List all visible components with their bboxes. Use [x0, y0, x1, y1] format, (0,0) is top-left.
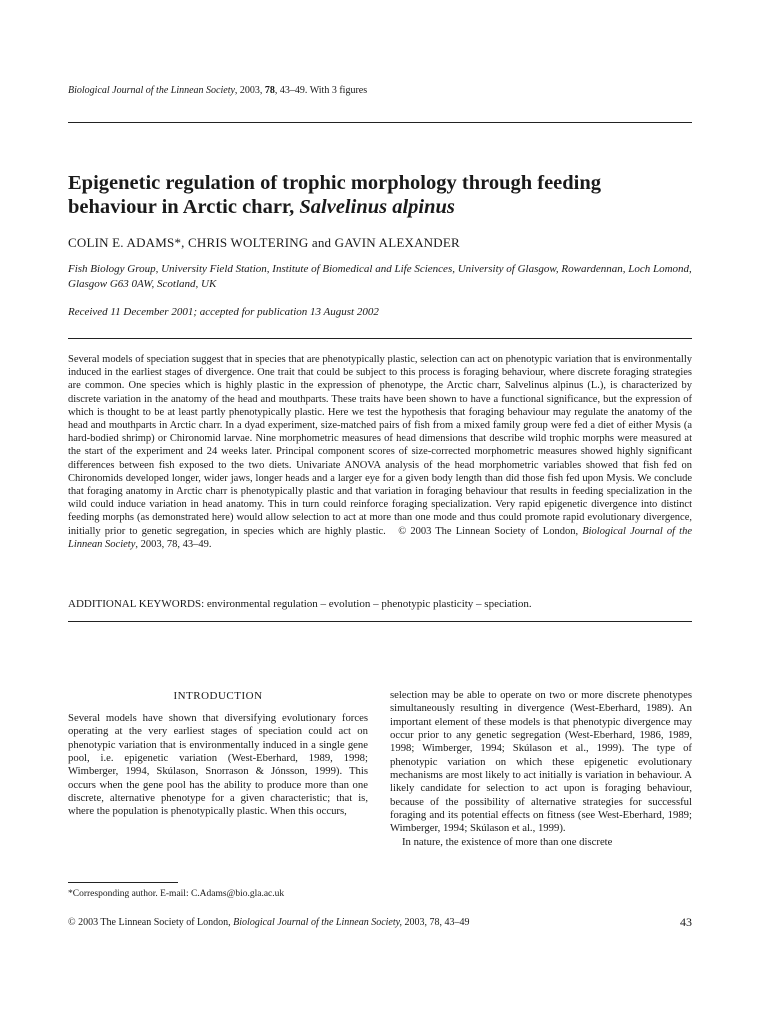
received-dates: Received 11 December 2001; accepted for publication 13 August 2002 [68, 306, 379, 318]
paragraph: Several models have shown that diversifying evolutionary forces operating at the very earliest stages of speciation could act on phenotypic variation that is environmentally induced in a single gene pool, i.e. epigenetic variation (West-Eberhard, 1989, 1998; Wimberger, 1994, Skúlason, Snorrason & Jónsson, 1999). This occurs when the gene pool has the ability to produce more than one discrete, alternative phenotype for a given characteristic; that is, where the population is phenotypically plastic. When this occurs, [68, 712, 368, 818]
keywords-label: ADDITIONAL KEYWORDS: [68, 598, 205, 610]
affiliation: Fish Biology Group, University Field Station, Institute of Biomedical and Life Sciences, University of Glasgow, Rowardennan, Loch Lomond, Glasgow G63 0AW, Scotland, UK [68, 263, 692, 290]
section-heading-introduction: INTRODUCTION [173, 690, 263, 702]
title-main: Epigenetic regulation of trophic morphology through feeding behaviour in Arctic charr, [68, 172, 602, 218]
keywords [68, 598, 532, 610]
page-number: 43 [680, 915, 692, 929]
abstract-text: Several models of speciation suggest that in species that are phenotypically plastic, selection can act on phenotypic variation that is environmentally induced in the earliest stages of divergence. One trait that could be subject to this process is foraging behaviour, where discrete foraging strategies are common. One species which is highly plastic in the expression of phenotype, the Arctic charr, Salvelinus alpinus (L.), is characterized by discrete variation in the anatomy of the head and mouthparts. These traits have been shown to have a functional significance, but the expression of which is thought to be at least partly phenotypically plastic. Here we test the hypothesis that foraging behaviour may regulate the anatomy of the head and mouthparts in Arctic charr. In a dyad experiment, size-matched pairs of fish from a mixed family group were fed a diet of either Mysis (a hard-bodied shrimp) or Chironomid larvae. Nine morphometric measures of head dimensions that describe wild trophic morphs were measured at the start of the experiment and 24 weeks later. Principal component scores of size-corrected morphometric measures showed highly significant differences between fish exposed to the two diets. Univariate ANOVA analysis of the head morphometric variables showed that fish fed on Chironomids developed longer, wider jaws, longer heads and a larger eye for a given body length than did those fish fed upon Mysis. We conclude that foraging anatomy in Arctic charr is phenotypically plastic and that variation in foraging behaviour that results in feeding specialization in the wild could induce variation in head anatomy. This in turn could reinforce foraging specialization. Very rapid epigenetic divergence into distinct feeding morphs (as demonstrated here) would allow selection to act at more than one mode and thus could promote rapid evolutionary divergence, initially prior to genetic segregation, in species which are highly plastic. [68, 354, 692, 537]
abstract-top-divider [68, 338, 692, 339]
article-title [68, 171, 692, 219]
citation-pages: , 43–49. With 3 figures [274, 85, 368, 96]
author-list: COLIN E. ADAMS*, CHRIS WOLTERING and GAVIN ALEXANDER [68, 235, 460, 250]
footnote: *Corresponding author. E-mail: C.Adams@bio.gla.ac.uk [68, 889, 285, 899]
footer-journal: Biological Journal of the Linnean Society, [233, 917, 403, 928]
left-column [68, 712, 368, 819]
header-divider [68, 122, 692, 123]
right-column [390, 689, 692, 849]
footnote-divider [68, 882, 178, 883]
keywords-text: environmental regulation – evolution – phenotypic plasticity – speciation. [204, 598, 532, 610]
running-header [68, 85, 367, 96]
citation-volume: 78 [264, 85, 275, 96]
journal-name: Biological Journal of the Linnean Society [68, 85, 235, 96]
page-footer: © 2003 The Linnean Society of London, Biological Journal of the Linnean Society, 2003, 78, 43–49 [68, 917, 470, 928]
paragraph: In nature, the existence of more than one discrete [402, 835, 613, 848]
abstract-bottom-divider [68, 621, 692, 622]
title-species: Salvelinus alpinus [299, 196, 455, 218]
citation-year: , 2003, [234, 85, 265, 96]
abstract-copyright: © 2003 The Linnean Society of London, Biological Journal of the Linnean Society, 2003, 78, 43–49. [68, 525, 693, 550]
abstract [68, 353, 692, 551]
paragraph: selection may be able to operate on two or more discrete phenotypes simultaneously resulting in divergence (West-Eberhard, 1989). An important element of these models is that phenotypic divergence may occur prior to any genetic segregation (West-Eberhard, 1986, 1989, 1998; Wimberger, 1994; Skúlason et al., 1999). The type of phenotypic variation on which these epigenetic evolutionary mechanisms are most likely to act initially is variation in behaviour. A likely candidate for selection to act upon is foraging behaviour, because of the possibility of alternative strategies for successful foraging and its potential effects on fitness (see West-Eberhard, 1989; Wimberger, 1994; Skúlason et al., 1999). [390, 689, 692, 835]
